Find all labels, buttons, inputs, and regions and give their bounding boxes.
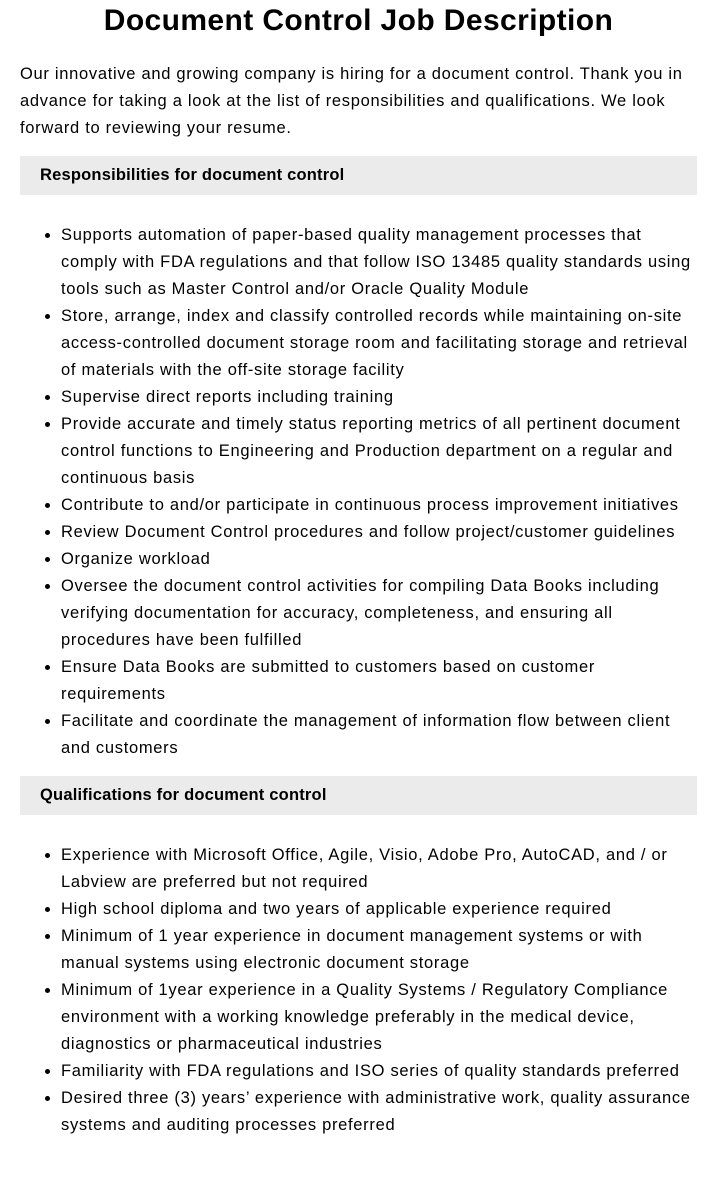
list-item: Minimum of 1 year experience in document management systems or with manual systems using electronic document storage	[20, 923, 697, 977]
qualifications-list	[20, 842, 697, 1139]
intro-paragraph: Our innovative and growing company is hiring for a document control. Thank you in advance for taking a look at the list of responsibilities and qualifications. We look forward to reviewing your resume.	[20, 65, 683, 137]
section-heading-label: Responsibilities for document control	[40, 166, 345, 184]
section-heading-label: Qualifications for document control	[40, 786, 327, 804]
list-item: Oversee the document control activities for compiling Data Books including verifying documentation for accuracy, completeness, and ensuring all procedures have been fulfilled	[20, 573, 697, 654]
list-item: Supports automation of paper-based quality management processes that comply with FDA regulations and that follow ISO 13485 quality standards using tools such as Master Control and/or Oracle Quality Module	[20, 222, 697, 303]
section-header-qualifications	[20, 776, 697, 815]
list-item: Supervise direct reports including training	[20, 384, 697, 411]
list-item: Desired three (3) years’ experience with administrative work, quality assurance systems and auditing processes preferred	[20, 1085, 697, 1139]
section-header-responsibilities	[20, 156, 697, 195]
list-item: Facilitate and coordinate the management of information flow between client and customers	[20, 708, 697, 762]
list-item: Store, arrange, index and classify controlled records while maintaining on-site access-controlled document storage room and facilitating storage and retrieval of materials with the off-site storage facility	[20, 303, 697, 384]
page-title: Document Control Job Description	[103, 4, 614, 37]
list-item: Organize workload	[20, 546, 697, 573]
list-item: High school diploma and two years of applicable experience required	[20, 896, 697, 923]
list-item: Contribute to and/or participate in continuous process improvement initiatives	[20, 492, 697, 519]
list-item: Review Document Control procedures and follow project/customer guidelines	[20, 519, 697, 546]
job-description-page	[0, 2, 720, 1194]
list-item: Minimum of 1year experience in a Quality Systems / Regulatory Compliance environment with a working knowledge preferably in the medical device, diagnostics or pharmaceutical industries	[20, 977, 697, 1058]
list-item: Ensure Data Books are submitted to customers based on customer requirements	[20, 654, 697, 708]
responsibilities-list	[20, 222, 697, 762]
list-item: Provide accurate and timely status reporting metrics of all pertinent document control functions to Engineering and Production department on a regular and continuous basis	[20, 411, 697, 492]
list-item: Familiarity with FDA regulations and ISO series of quality standards preferred	[20, 1058, 697, 1085]
list-item: Experience with Microsoft Office, Agile, Visio, Adobe Pro, AutoCAD, and / or Labview are preferred but not required	[20, 842, 697, 896]
